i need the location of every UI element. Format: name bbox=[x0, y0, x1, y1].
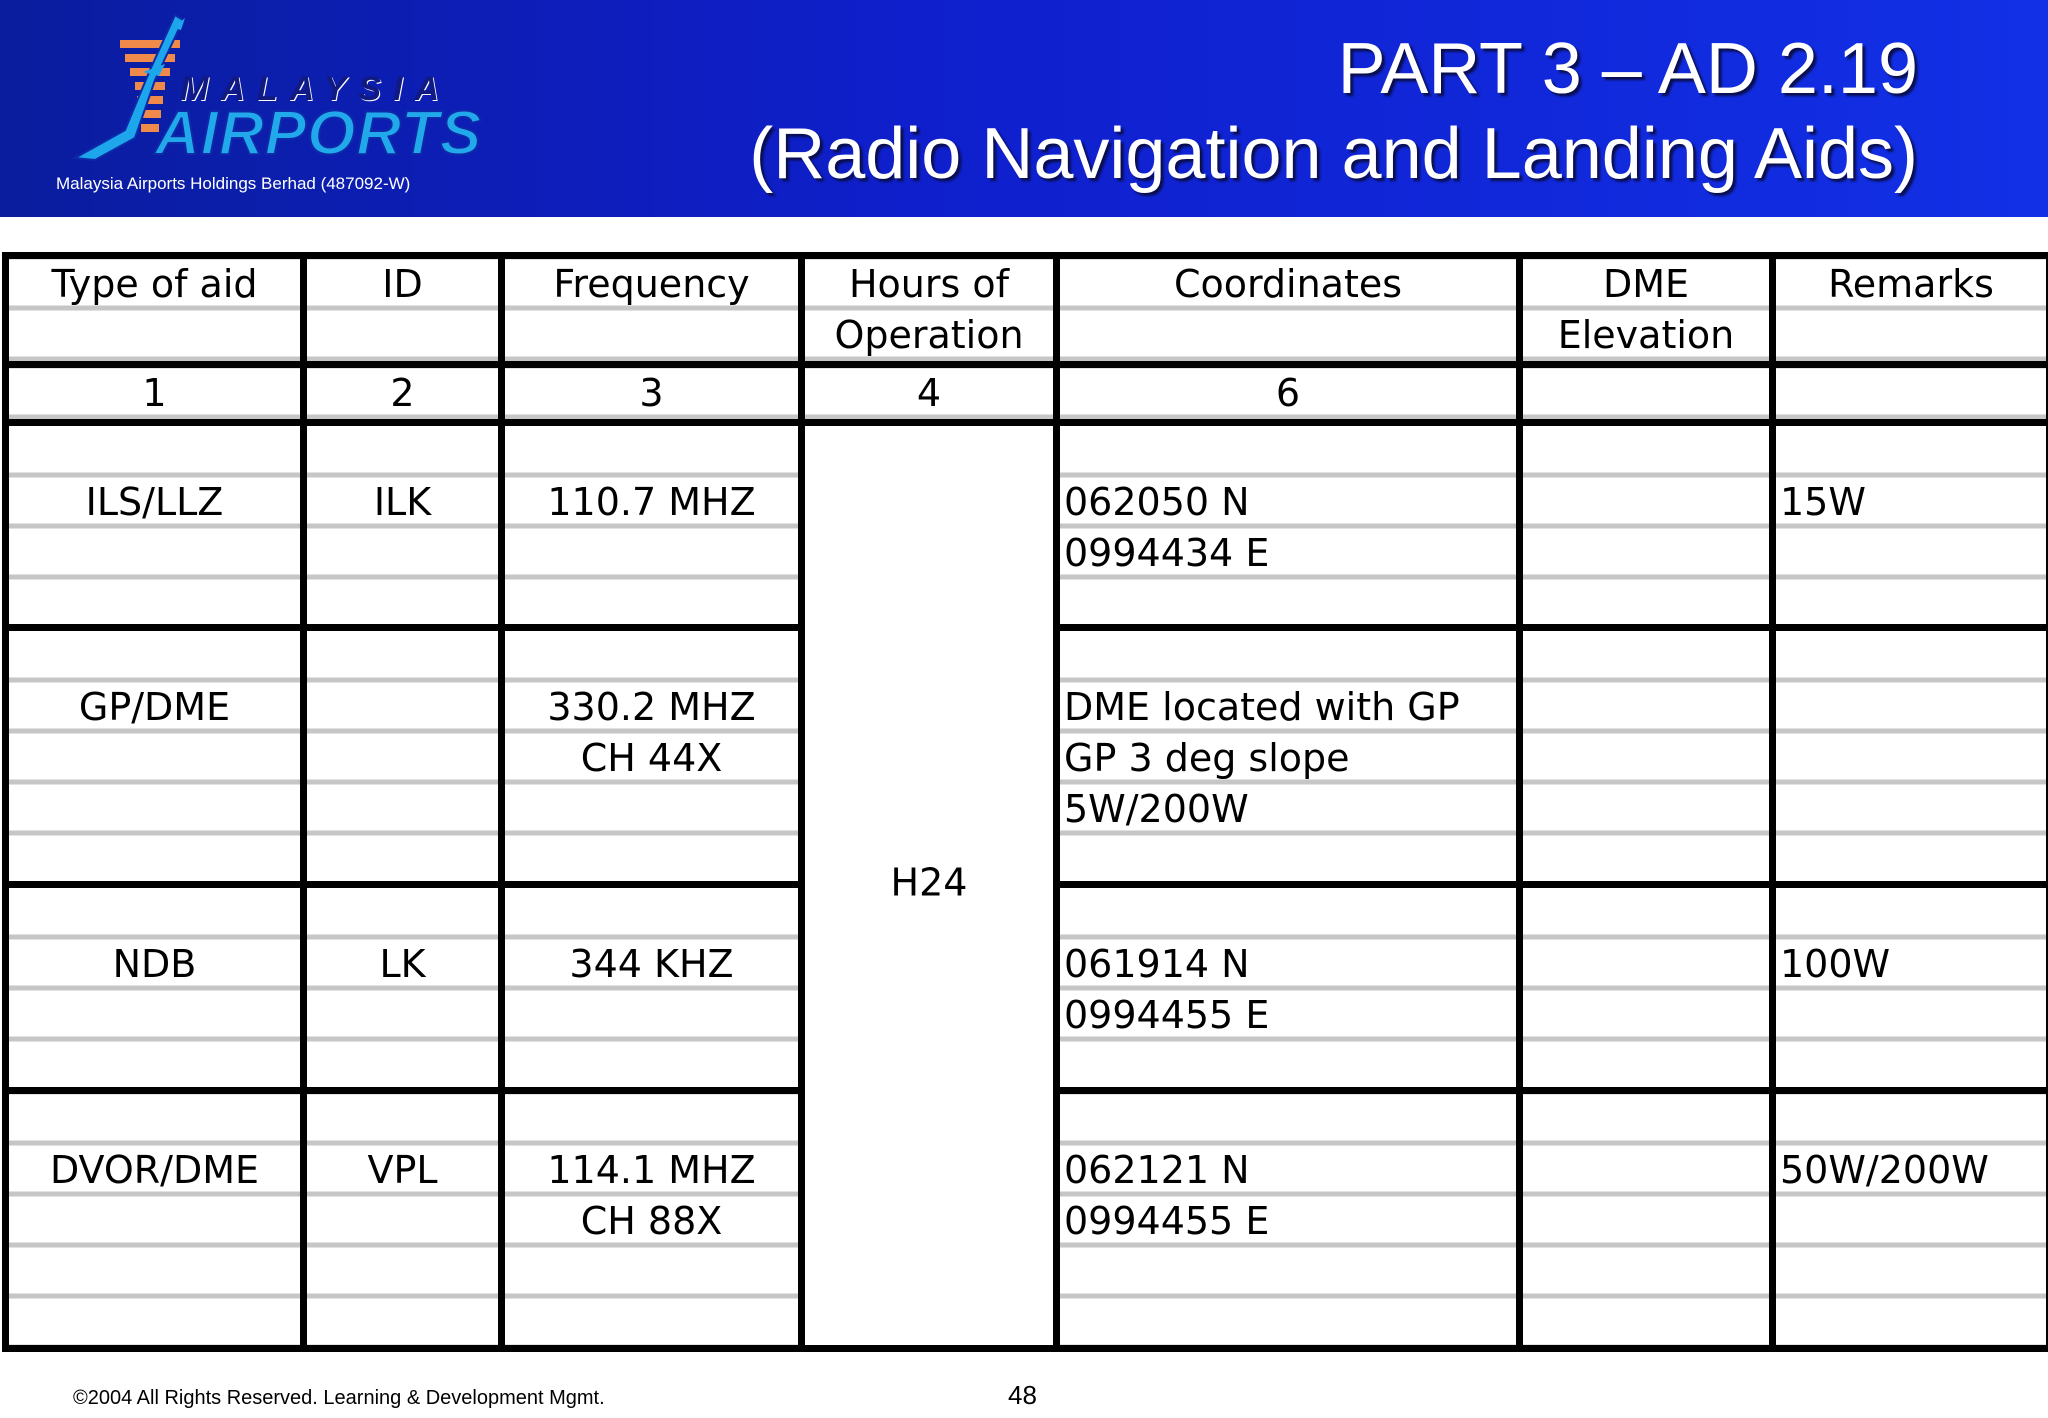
column-header-frequency: Frequency bbox=[502, 256, 802, 365]
cell-coordinates: DME located with GP GP 3 deg slope 5W/200W bbox=[1057, 628, 1520, 885]
logo-wordmark-airports: AIRPORTS bbox=[155, 99, 483, 168]
cell-type: DVOR/DME bbox=[6, 1091, 304, 1349]
cell-coordinates: 062050 N 0994434 E bbox=[1057, 423, 1520, 628]
table-row-ils-llz bbox=[6, 423, 2048, 628]
cell-dme-elevation bbox=[1520, 885, 1773, 1091]
column-number: 1 bbox=[6, 365, 304, 423]
cell-id bbox=[304, 628, 502, 885]
slide-subtitle: (Radio Navigation and Landing Aids) bbox=[749, 114, 1918, 194]
slide-header bbox=[0, 0, 2048, 217]
cell-remarks: 50W/200W bbox=[1773, 1091, 2048, 1349]
column-header-remarks: Remarks bbox=[1773, 256, 2048, 365]
cell-frequency: 344 KHZ bbox=[502, 885, 802, 1091]
cell-id: LK bbox=[304, 885, 502, 1091]
page-number: 48 bbox=[1008, 1380, 1037, 1410]
column-header-hours: Hours of Operation bbox=[802, 256, 1057, 365]
company-registration: Malaysia Airports Holdings Berhad (487092-W) bbox=[56, 174, 411, 193]
cell-frequency: 114.1 MHZ CH 88X bbox=[502, 1091, 802, 1349]
table-header-row bbox=[6, 256, 2048, 365]
column-number: 4 bbox=[802, 365, 1057, 423]
cell-dme-elevation bbox=[1520, 1091, 1773, 1349]
cell-coordinates: 062121 N 0994455 E bbox=[1057, 1091, 1520, 1349]
column-header-type: Type of aid bbox=[6, 256, 304, 365]
cell-frequency: 330.2 MHZ CH 44X bbox=[502, 628, 802, 885]
cell-type: ILS/LLZ bbox=[6, 423, 304, 628]
column-number: 6 bbox=[1057, 365, 1520, 423]
cell-remarks bbox=[1773, 628, 2048, 885]
column-number: 3 bbox=[502, 365, 802, 423]
cell-coordinates: 061914 N 0994455 E bbox=[1057, 885, 1520, 1091]
cell-type: NDB bbox=[6, 885, 304, 1091]
column-header-dme-elevation: DME Elevation bbox=[1520, 256, 1773, 365]
cell-id: VPL bbox=[304, 1091, 502, 1349]
cell-type: GP/DME bbox=[6, 628, 304, 885]
column-number-row bbox=[6, 365, 2048, 423]
cell-id: ILK bbox=[304, 423, 502, 628]
column-number: 2 bbox=[304, 365, 502, 423]
column-number bbox=[1520, 365, 1773, 423]
slide-title: PART 3 – AD 2.19 bbox=[1337, 29, 1918, 109]
column-number bbox=[1773, 365, 2048, 423]
cell-frequency: 110.7 MHZ bbox=[502, 423, 802, 628]
cell-remarks: 100W bbox=[1773, 885, 2048, 1091]
cell-remarks: 15W bbox=[1773, 423, 2048, 628]
copyright-notice: ©2004 All Rights Reserved. Learning & Development Mgmt. bbox=[73, 1387, 605, 1409]
column-header-coordinates: Coordinates bbox=[1057, 256, 1520, 365]
radio-navigation-table bbox=[2, 252, 2048, 1352]
cell-hours-of-operation: H24 bbox=[802, 423, 1057, 1349]
column-header-id: ID bbox=[304, 256, 502, 365]
cell-dme-elevation bbox=[1520, 628, 1773, 885]
malaysia-airports-logo bbox=[55, 10, 483, 200]
cell-dme-elevation bbox=[1520, 423, 1773, 628]
logo-wordmark-malaysia: MALAYSIA bbox=[180, 70, 452, 108]
